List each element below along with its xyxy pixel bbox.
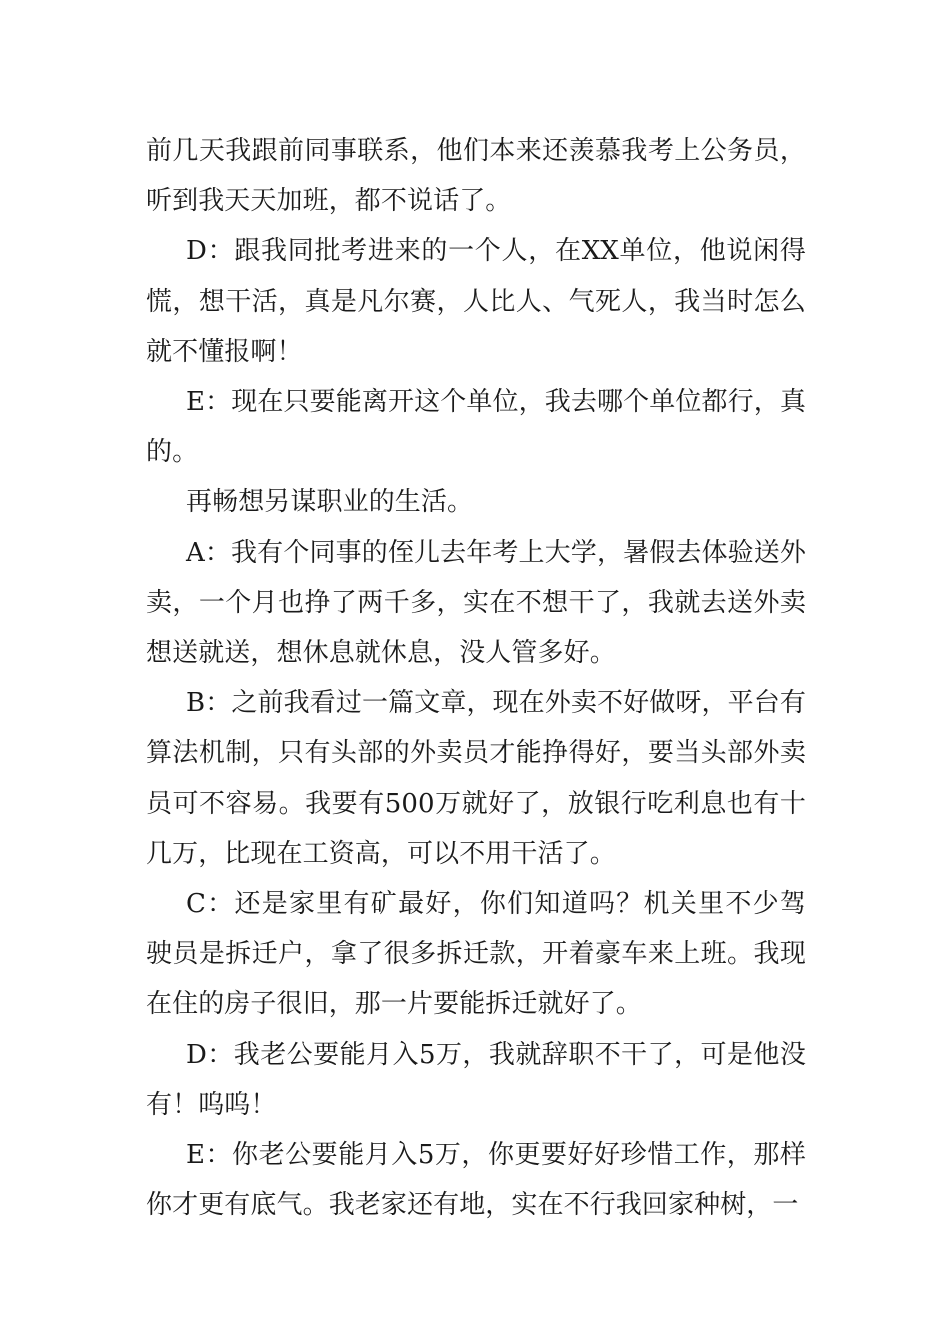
paragraph-9: E：你老公要能月入5万，你更要好好珍惜工作，那样你才更有底气。我老家还有地，实在不行我回家种树，一 — [146, 1140, 806, 1221]
paragraph-8: D：我老公要能月入5万，我就辞职不干了，可是他没有！呜呜！ — [146, 1039, 806, 1120]
paragraph-5: A：我有个同事的侄儿去年考上大学，暑假去体验送外卖，一个月也挣了两千多，实在不想干了，我就去送外卖想送就送，想休息就休息，没人管多好。 — [146, 537, 806, 669]
paragraph-6: B：之前我看过一篇文章，现在外卖不好做呀，平台有算法机制，只有头部的外卖员才能挣得好，要当头部外卖员可不容易。我要有500万就好了，放银行吃利息也有十几万，比现在工资高，可以不用干活了。 — [146, 688, 806, 869]
paragraph-4: 再畅想另谋职业的生活。 — [186, 487, 474, 518]
paragraph-2: D：跟我同批考进来的一个人，在XX单位，他说闲得慌，想干活，真是凡尔赛，人比人、气死人，我当时怎么就不懂报啊！ — [146, 236, 806, 367]
paragraph-3: E：现在只要能离开这个单位，我去哪个单位都行，真的。 — [146, 387, 806, 468]
document-body — [146, 126, 806, 1230]
paragraph-1: 前几天我跟前同事联系，他们本来还羡慕我考上公务员，听到我天天加班，都不说话了。 — [146, 136, 806, 217]
paragraph-7: C：还是家里有矿最好，你们知道吗？机关里不少驾驶员是拆迁户，拿了很多拆迁款，开着豪车来上班。我现在住的房子很旧，那一片要能拆迁就好了。 — [146, 889, 806, 1020]
